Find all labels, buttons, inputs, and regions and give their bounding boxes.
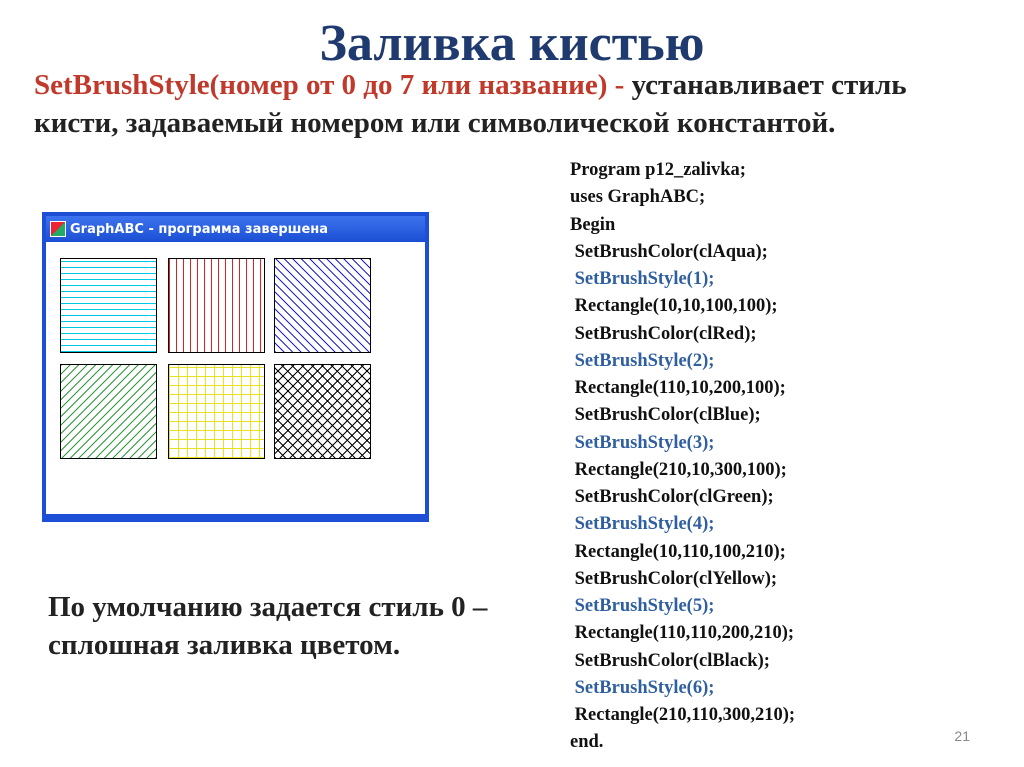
rect-black-diagcross-hatch bbox=[274, 364, 371, 459]
code-line: Begin bbox=[570, 214, 616, 235]
window-canvas bbox=[46, 242, 425, 514]
rect-red-vertical-hatch bbox=[168, 258, 265, 353]
code-line: SetBrushColor(clGreen); bbox=[570, 487, 774, 507]
intro-paragraph bbox=[34, 66, 994, 142]
rect-yellow-cross-hatch bbox=[168, 364, 265, 459]
intro-dash: - bbox=[607, 69, 632, 101]
graphabc-window bbox=[42, 212, 429, 522]
code-line: SetBrushColor(clRed); bbox=[570, 323, 757, 344]
code-line: Rectangle(10,10,100,100); bbox=[570, 296, 778, 317]
code-line: SetBrushStyle(1); bbox=[570, 269, 715, 289]
window-title: GraphABC - программа завершена bbox=[70, 221, 329, 237]
slide-number: 21 bbox=[954, 728, 970, 744]
code-line: SetBrushColor(clBlue); bbox=[570, 405, 761, 426]
code-line: SetBrushStyle(5); bbox=[570, 596, 715, 616]
code-line: Rectangle(110,110,200,210); bbox=[570, 623, 795, 644]
code-line: Program p12_zalivka; bbox=[570, 160, 746, 180]
rect-blue-diagonal-hatch bbox=[274, 258, 371, 353]
code-line: SetBrushStyle(6); bbox=[570, 677, 715, 698]
code-line: SetBrushStyle(3); bbox=[570, 432, 715, 453]
slide-title: Заливка кистью bbox=[319, 15, 705, 72]
code-listing bbox=[570, 157, 970, 757]
rect-aqua-horizontal-hatch bbox=[60, 258, 157, 353]
code-line: Rectangle(110,10,200,100); bbox=[570, 378, 786, 398]
graphabc-app-icon bbox=[50, 221, 66, 237]
intro-function-signature: SetBrushStyle(номер от 0 до 7 или название) bbox=[34, 69, 608, 101]
code-line: SetBrushColor(clYellow); bbox=[570, 568, 778, 589]
code-line: Rectangle(10,110,100,210); bbox=[570, 541, 786, 562]
code-line: SetBrushColor(clAqua); bbox=[570, 241, 768, 262]
code-line: Rectangle(210,110,300,210); bbox=[570, 705, 796, 725]
code-line: SetBrushStyle(4); bbox=[570, 514, 715, 535]
default-style-note: По умолчанию задается стиль 0 – сплошная заливка цветом. bbox=[48, 591, 488, 661]
code-line: uses GraphABC; bbox=[570, 187, 706, 208]
code-line: SetBrushStyle(2); bbox=[570, 350, 715, 371]
code-line: end. bbox=[570, 732, 604, 753]
window-titlebar[interactable] bbox=[46, 216, 425, 242]
intro-description: устанавливает стиль кисти, задаваемый номером или символической константой. bbox=[34, 69, 907, 139]
code-line: SetBrushColor(clBlack); bbox=[570, 650, 770, 671]
rect-green-backdiagonal-hatch bbox=[60, 364, 157, 459]
code-line: Rectangle(210,10,300,100); bbox=[570, 459, 787, 480]
